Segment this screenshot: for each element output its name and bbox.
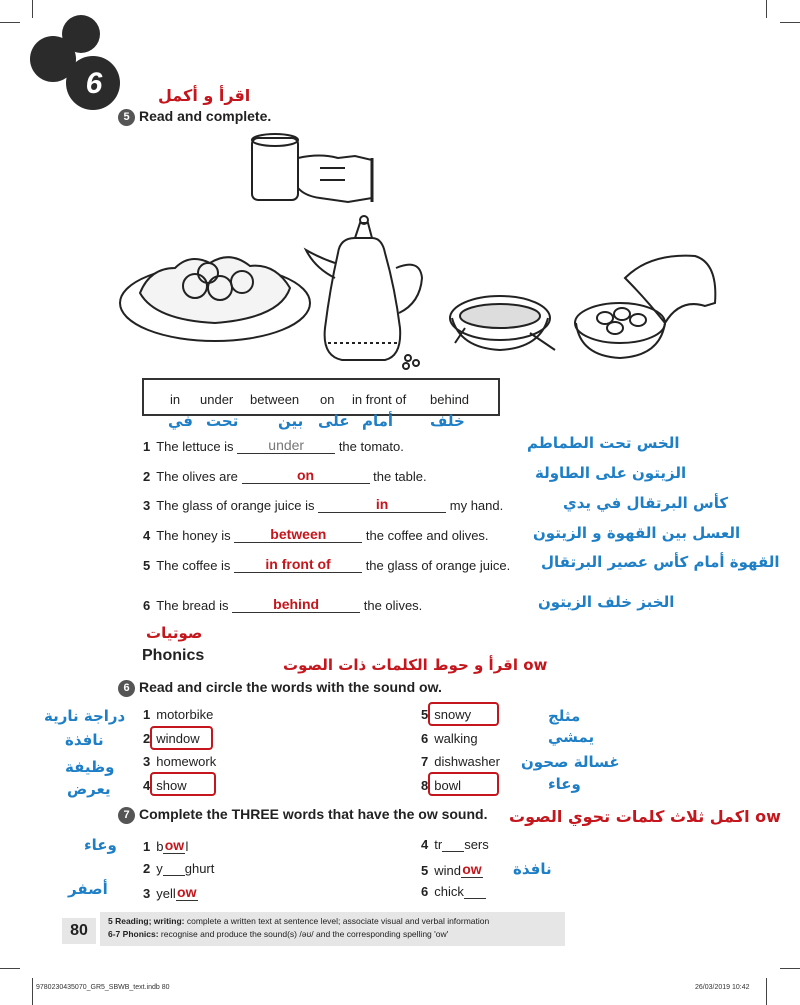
ex7-item-3: 3 yellow — [143, 884, 197, 901]
answer-1[interactable]: under — [237, 437, 335, 454]
ex5-heading — [118, 108, 271, 126]
juice-glass — [252, 138, 298, 200]
word-box — [142, 378, 500, 416]
answer-5[interactable]: in front of — [234, 556, 362, 573]
ar-ex7-window: نافذة — [513, 860, 552, 878]
word-between: between — [250, 392, 300, 407]
ex7-fill-5[interactable]: ow — [462, 861, 482, 877]
q6-arabic: الخبز خلف الزيتون — [538, 593, 675, 611]
circle-snowy[interactable] — [428, 702, 499, 726]
curriculum-note: 5 Reading; writing: complete a written text at sentence level; associate visual and verbal information 6-7 Phonics: recognise and produce the sound(s) /əʊ/ and the corresponding spelling 'ow' — [100, 912, 565, 946]
ex5-title: Read and complete. — [139, 108, 272, 124]
q5-arabic: القهوة أمام كأس عصير البرتقال — [541, 553, 780, 571]
answer-2[interactable]: on — [242, 467, 370, 484]
ar-word-behind: خلف — [430, 412, 465, 430]
q1-arabic: الخس تحت الطماطم — [527, 434, 680, 452]
ex6-title: Read and circle the words with the sound ow. — [139, 679, 442, 695]
question-6: 6 The bread is behind the olives. — [143, 596, 423, 613]
ex7-title: Complete the THREE words that have the ow sound. — [139, 806, 488, 822]
ex5-arabic-title: اقرأ و أكمل — [158, 86, 251, 105]
phonics-arabic-title: صوتيات — [146, 624, 203, 642]
ex7-item-2: 2 y ghurt — [143, 861, 215, 876]
ar-snowy: مثلج — [548, 707, 581, 725]
answer-6[interactable]: behind — [232, 596, 360, 613]
circle-window[interactable] — [150, 726, 213, 750]
ex7-arabic-title: اكمل ثلاث كلمات تحوي الصوت ow — [509, 807, 781, 826]
ex6-item-5: 5 snowy — [421, 707, 472, 722]
hand — [298, 156, 372, 203]
word-in-front-of: in front of — [352, 392, 407, 407]
ex6-heading — [118, 679, 442, 697]
ex7-item-4: 4 tr sers — [421, 837, 489, 852]
ex7-number-badge: 7 — [118, 807, 135, 824]
ex7-item-6: 6 chick — [421, 884, 486, 899]
phonics-title: Phonics — [142, 647, 205, 664]
ar-bowl: وعاء — [548, 775, 581, 793]
ex7-item-1: 1 bowl — [143, 837, 189, 854]
ex7-fill-2[interactable] — [163, 861, 185, 876]
ex6-item-7: 7 dishwasher — [421, 754, 500, 769]
question-1: 1 The lettuce is under the tomato. — [143, 437, 404, 454]
ex7-fill-3[interactable]: ow — [177, 884, 197, 900]
question-5: 5 The coffee is in front of the glass of orange juice. — [143, 556, 511, 573]
ar-word-in: في — [168, 412, 193, 430]
ex6-item-8: 8 bowl — [421, 778, 461, 793]
circle-show[interactable] — [150, 772, 216, 796]
ex7-fill-1[interactable]: ow — [164, 837, 185, 853]
ex7-fill-6[interactable] — [464, 884, 486, 899]
word-behind: behind — [430, 392, 470, 407]
q2-arabic: الزيتون على الطاولة — [535, 464, 687, 482]
ex6-item-2: 2 window — [143, 731, 200, 746]
ar-motorbike: دراجة نارية — [44, 707, 126, 725]
answer-4[interactable]: between — [234, 526, 362, 543]
q3-arabic: كأس البرتقال في يدي — [563, 494, 729, 512]
question-3: 3 The glass of orange juice is in my hand. — [143, 496, 504, 513]
bread — [625, 256, 715, 323]
ar-show: يعرض — [67, 780, 111, 798]
question-2: 2 The olives are on the table. — [143, 467, 427, 484]
ex7-fill-4[interactable] — [442, 837, 464, 852]
ar-dishwasher: غسالة صحون — [521, 753, 620, 771]
ar-word-in-front-of: أمام — [362, 412, 394, 430]
ar-ex7-bowl: وعاء — [84, 836, 117, 854]
ex6-item-6: 6 walking — [421, 731, 478, 746]
unit-number: 6 — [85, 67, 103, 100]
circle-bowl[interactable] — [428, 772, 499, 796]
food-illustration — [110, 128, 730, 378]
ex7-item-5: 5 window — [421, 861, 482, 878]
ex6-number-badge: 6 — [118, 680, 135, 697]
coffee-pot — [325, 238, 401, 360]
file-name: 9780230435070_GR5_SBWB_text.indb 80 — [36, 984, 170, 991]
phonics-arabic-instruction: اقرأ و حوط الكلمات ذات الصوت ow — [283, 656, 548, 674]
word-in: in — [170, 392, 181, 407]
ar-word-under: تحت — [206, 412, 239, 430]
ar-window: نافذة — [65, 731, 104, 749]
ar-word-on: على — [318, 412, 350, 430]
ex7-heading — [118, 806, 487, 824]
ar-ex7-yellow: أصفر — [68, 880, 108, 898]
ex6-item-1: 1 motorbike — [143, 707, 214, 722]
q4-arabic: العسل بين القهوة و الزيتون — [533, 524, 741, 542]
word-on: on — [320, 392, 335, 407]
ex5-number-badge: 5 — [118, 109, 135, 126]
ex6-item-3: 3 homework — [143, 754, 217, 769]
question-4: 4 The honey is between the coffee and olives. — [143, 526, 489, 543]
ar-homework: وظيفة — [65, 758, 115, 776]
print-timestamp: 26/03/2019 10:42 — [695, 984, 750, 991]
word-under: under — [200, 392, 234, 407]
ar-word-between: بين — [278, 412, 304, 430]
ex6-item-4: 4 show — [143, 778, 187, 793]
ar-walking: يمشي — [548, 728, 595, 746]
answer-3[interactable]: in — [318, 496, 446, 513]
page-number: 80 — [62, 918, 96, 944]
